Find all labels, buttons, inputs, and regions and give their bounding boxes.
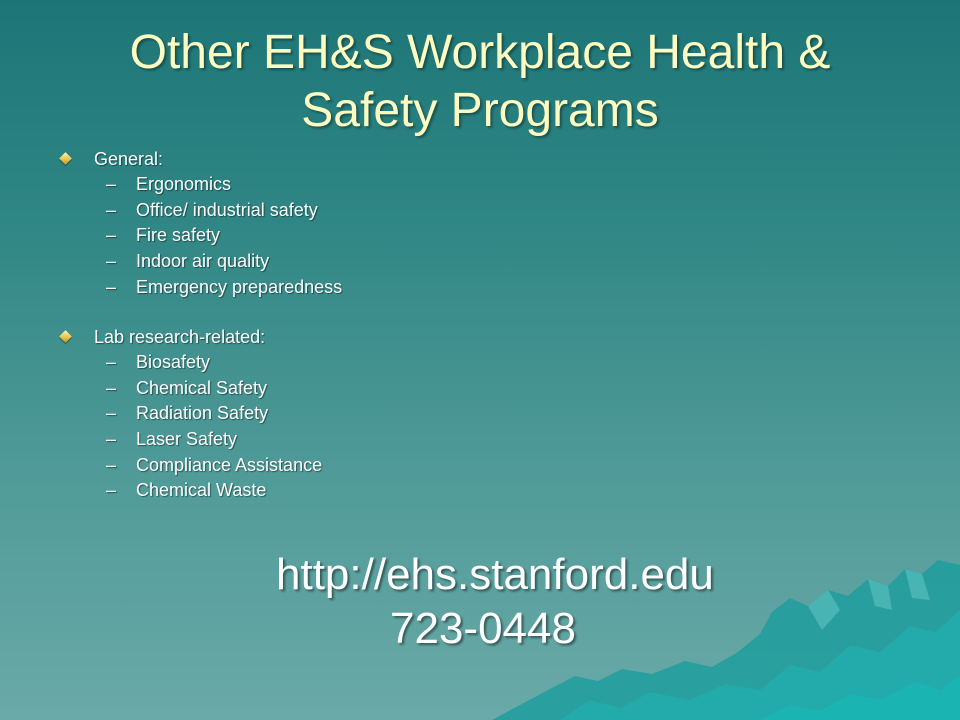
slide-title-line-1: Other EH&S Workplace Health &: [129, 26, 831, 79]
dash-marker: –: [106, 199, 117, 220]
section-heading-label: Lab research-related:: [94, 327, 266, 347]
section-heading-label: General:: [94, 149, 164, 169]
list-item-label: Office/ industrial safety: [136, 199, 318, 220]
dash-marker: –: [106, 276, 117, 297]
dash-marker: –: [106, 429, 117, 450]
list-item-label: Emergency preparedness: [136, 276, 343, 297]
list-item-label: Biosafety: [136, 352, 211, 372]
list-item-label: Radiation Safety: [136, 403, 269, 424]
contact-url[interactable]: http://ehs.stanford.edu: [276, 550, 714, 599]
dash-marker: –: [106, 377, 117, 398]
list-item-label: Ergonomics: [136, 174, 232, 194]
dash-marker: –: [106, 352, 117, 372]
dash-marker: –: [106, 403, 117, 424]
list-item-label: Laser Safety: [136, 429, 238, 450]
slide-title: [0, 24, 960, 140]
dash-marker: –: [106, 225, 117, 246]
list-item-label: Chemical Waste: [136, 480, 267, 501]
list-item-label: Fire safety: [136, 225, 221, 246]
contact-phone: 723-0448: [390, 604, 576, 653]
list-item-label: Indoor air quality: [136, 251, 270, 272]
dash-marker: –: [106, 174, 117, 194]
slide-title-line-2: Safety Programs: [301, 84, 659, 137]
dash-marker: –: [106, 480, 117, 501]
dash-marker: –: [106, 454, 117, 475]
dash-marker: –: [106, 251, 117, 272]
list-item-label: Chemical Safety: [136, 377, 268, 398]
list-item-label: Compliance Assistance: [136, 454, 323, 475]
